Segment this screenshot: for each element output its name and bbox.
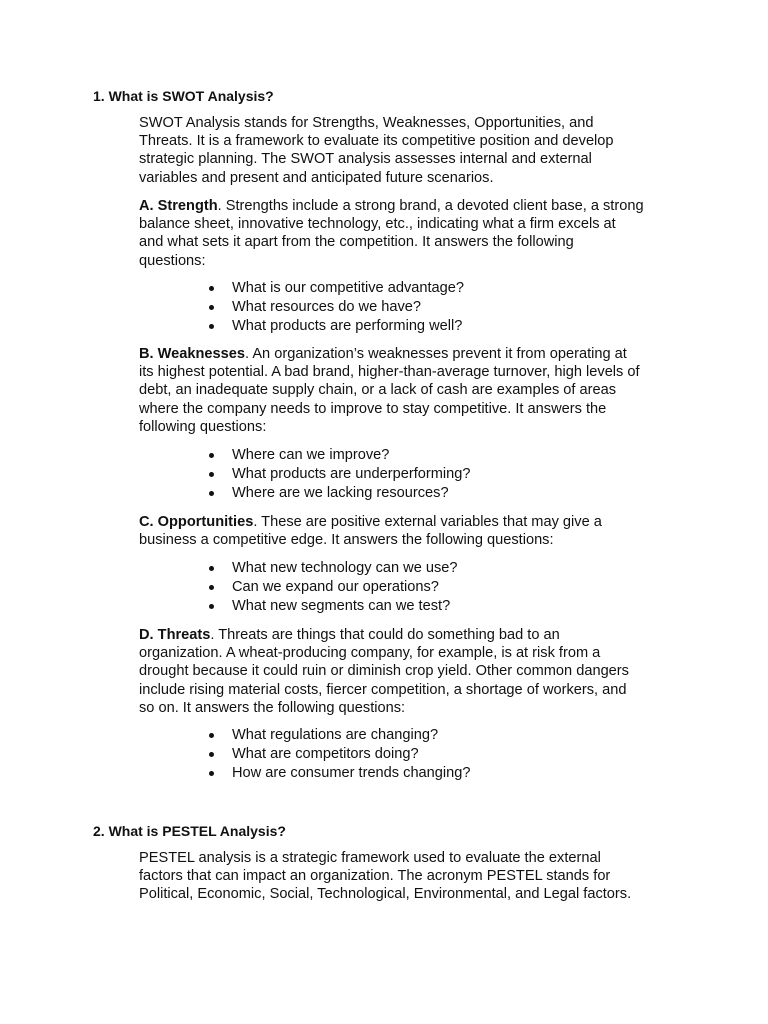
list-item-text: Where can we improve?	[232, 447, 390, 463]
list-item	[209, 597, 458, 616]
threats-label: D. Threats	[139, 627, 211, 643]
text-line: SWOT Analysis stands for Strengths, Weaknesses, Opportunities, and	[139, 115, 594, 131]
list-item-text: What products are performing well?	[232, 318, 463, 335]
text-line: business a competitive edge. It answers the following questions:	[139, 532, 554, 549]
list-item-text: What regulations are changing?	[232, 727, 439, 743]
bullet-icon	[209, 305, 214, 310]
pestel-intro-paragraph	[139, 849, 679, 904]
text-line: drought because it could ruin or diminish crop yield. Other common dangers	[139, 663, 629, 680]
bullet-icon	[209, 566, 214, 571]
list-item	[209, 298, 464, 317]
opportunities-paragraph	[139, 513, 679, 549]
list-item-text: What new segments can we test?	[232, 598, 451, 615]
text-line	[139, 626, 679, 644]
text-line: questions:	[139, 252, 206, 269]
strength-label: A. Strength	[139, 198, 218, 214]
text-line: where the company needs to improve to stay competitive. It answers the	[139, 400, 607, 417]
weaknesses-questions-list	[209, 446, 471, 504]
list-item-text: What products are underperforming?	[232, 466, 471, 483]
text-line: balance sheet, innovative technology, etc., indicating what a firm excels at	[139, 216, 616, 233]
text-line	[139, 345, 679, 363]
list-item	[209, 446, 471, 465]
bullet-icon	[209, 491, 214, 496]
text-line: variables and present and anticipated future scenarios.	[139, 169, 494, 186]
text-line: PESTEL analysis is a strategic framework used to evaluate the external	[139, 850, 601, 866]
text-line: Threats. It is a framework to evaluate its competitive position and develop	[139, 133, 614, 150]
section-heading-pestel: 2. What is PESTEL Analysis?	[93, 823, 286, 839]
bullet-icon	[209, 771, 214, 776]
list-item-text: Can we expand our operations?	[232, 579, 439, 596]
bullet-icon	[209, 472, 214, 477]
bullet-icon	[209, 324, 214, 329]
text-span: . Threats are things that could do something bad to an	[210, 627, 560, 643]
text-line: so on. It answers the following questions:	[139, 699, 406, 716]
text-line: strategic planning. The SWOT analysis assesses internal and external	[139, 151, 592, 168]
section-heading-swot: 1. What is SWOT Analysis?	[93, 88, 274, 104]
text-line: include rising material costs, fiercer competition, a shortage of workers, and	[139, 681, 627, 698]
swot-intro-paragraph	[139, 114, 679, 187]
text-line: following questions:	[139, 418, 267, 435]
list-item	[209, 484, 471, 503]
text-line: organization. A wheat-producing company, for example, is at risk from a	[139, 645, 601, 662]
text-line	[139, 513, 679, 531]
list-item	[209, 317, 464, 336]
list-item	[209, 726, 471, 745]
list-item-text: What is our competitive advantage?	[232, 280, 465, 296]
bullet-icon	[209, 604, 214, 609]
list-item-text: Where are we lacking resources?	[232, 485, 449, 502]
opportunities-questions-list	[209, 559, 458, 617]
bullet-icon	[209, 286, 214, 291]
list-item	[209, 559, 458, 578]
text-line: Political, Economic, Social, Technological, Environmental, and Legal factors.	[139, 886, 632, 903]
list-item-text: What new technology can we use?	[232, 560, 458, 576]
text-line: its highest potential. A bad brand, higher-than-average turnover, high levels of	[139, 364, 640, 381]
list-item	[209, 745, 471, 764]
strength-questions-list	[209, 279, 464, 337]
bullet-icon	[209, 733, 214, 738]
list-item	[209, 465, 471, 484]
text-line	[139, 197, 679, 215]
threats-questions-list	[209, 726, 471, 784]
text-line: debt, an inadequate supply chain, or a lack of cash are examples of areas	[139, 382, 617, 399]
list-item-text: What resources do we have?	[232, 299, 422, 316]
bullet-icon	[209, 585, 214, 590]
list-item	[209, 764, 471, 783]
list-item	[209, 578, 458, 597]
weaknesses-paragraph	[139, 345, 679, 436]
bullet-icon	[209, 752, 214, 757]
opportunities-label: C. Opportunities	[139, 514, 254, 530]
text-line: and what sets it apart from the competition. It answers the following	[139, 234, 574, 251]
list-item-text: How are consumer trends changing?	[232, 765, 471, 782]
weaknesses-label: B. Weaknesses	[139, 346, 246, 362]
strength-paragraph	[139, 197, 679, 270]
list-item	[209, 279, 464, 298]
bullet-icon	[209, 453, 214, 458]
text-span: . These are positive external variables that may give a	[253, 514, 602, 530]
threats-paragraph	[139, 626, 679, 717]
list-item-text: What are competitors doing?	[232, 746, 419, 763]
text-span: . Strengths include a strong brand, a devoted client base, a strong	[217, 198, 644, 214]
text-line: factors that can impact an organization. The acronym PESTEL stands for	[139, 868, 611, 885]
text-span: . An organization’s weaknesses prevent it from operating at	[245, 346, 627, 362]
